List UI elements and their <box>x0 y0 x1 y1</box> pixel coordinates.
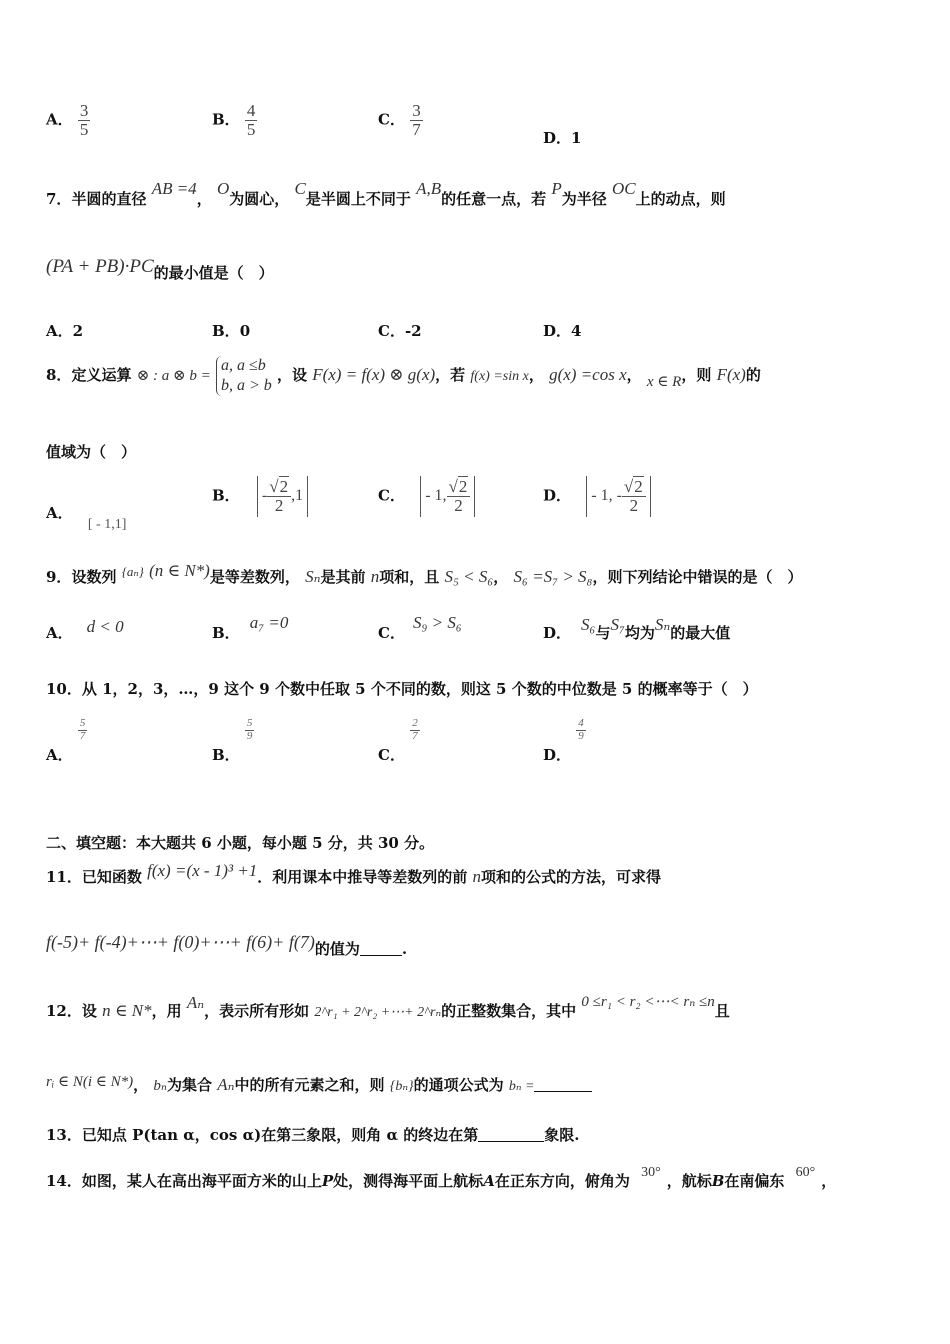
q13-stem: 13．已知点 P(tan α，cos α)在第三象限，则角 α 的终边在第 象限. <box>46 1126 580 1144</box>
q8-option-c[interactable]: C． - 1, $\frac{√2}{2}$ <box>378 476 475 517</box>
q6-option-b-fraction: $\frac{4}{5}$ <box>246 101 256 139</box>
q8-option-b-interval: - $\frac{√2}{2}$ ,1 <box>257 476 308 517</box>
q9-option-c[interactable]: C．S₉ > S₆ <box>378 613 462 642</box>
q8-option-d[interactable]: D． - 1, - $\frac{√2}{2}$ <box>543 476 651 517</box>
q7-option-a[interactable]: A．2 <box>46 322 84 340</box>
q10-option-d[interactable]: D． $\frac{4}{9}$ <box>543 717 584 765</box>
q8-stem-line1: 8．定义运算 ⊗ : a ⊗ b = a, a ≤b b, a > b ，设 F(x) = f(x) ⊗ g(x)，若 f(x) =sin x， g(x) =cos x， x ∈ R，则 F(x)的 <box>46 357 761 394</box>
q7-stem-line1: 7．半圆的直径 AB =4， O为圆心， C是半圆上不同于 A,B的任意一点，若 P为半径 OC上的动点，则 <box>46 179 726 208</box>
q8-option-d-interval: - 1, - $\frac{√2}{2}$ <box>586 476 651 517</box>
q8-stem-line2: 值域为（ ） <box>46 443 137 461</box>
q6-option-a[interactable]: A． $\frac{3}{5}$ <box>46 101 89 139</box>
q12-stem-line2: rᵢ ∈ N(i ∈ N*)， bₙ为集合 Aₙ中的所有元素之和，则 {bₙ}的通项公式为 bₙ = <box>46 1074 920 1095</box>
q9-stem: 9．设数列 {aₙ} (n ∈ N*)是等差数列， Sₙ是其前 n项和，且 S₅ < S₆， S₆ =S₇ > S₈，则下列结论中错误的是（ ） <box>46 561 803 586</box>
q8-option-a[interactable]: A． [ - 1,1] <box>46 504 127 532</box>
q11-stem-line1: 11．已知函数 f(x) =(x - 1)³ +1．利用课本中推导等差数列的前 n项和的公式的方法，可求得 <box>46 861 662 886</box>
q9-option-d[interactable]: D． S₆与S₇均为Sₙ的最大值 <box>543 615 731 642</box>
q12-stem-line1: 12．设 n ∈ N*，用 Aₙ，表示所有形如 2^r₁ + 2^r₂ +⋯+ 2^rₙ的正整数集合，其中 0 ≤r₁ < r₂ <⋯< rₙ ≤n且 <box>46 993 730 1020</box>
q6-option-a-fraction: $\frac{3}{5}$ <box>79 101 89 139</box>
section-heading-fill-in: 二、填空题：本大题共 6 小题，每小题 5 分，共 30 分。 <box>46 834 435 852</box>
q6-option-b[interactable]: B． $\frac{4}{5}$ <box>212 101 256 139</box>
q10-option-a[interactable]: A． $\frac{5}{7}$ <box>46 717 86 765</box>
q6-option-c[interactable]: C． $\frac{3}{7}$ <box>378 101 421 139</box>
q10-option-c[interactable]: C． $\frac{2}{7}$ <box>378 717 418 765</box>
q11-stem-line2: f(-5)+ f(-4)+⋯+ f(0)+⋯+ f(6)+ f(7)的值为 . <box>46 932 408 958</box>
q6-option-c-fraction: $\frac{3}{7}$ <box>412 101 421 139</box>
q8-option-b[interactable]: B． - $\frac{√2}{2}$ ,1 <box>212 476 308 517</box>
q7-stem-line2: (PA + PB)·PC的最小值是（ ） <box>46 256 274 282</box>
q6-option-d[interactable]: D．1 <box>543 129 582 147</box>
q7-option-d[interactable]: D．4 <box>543 322 582 340</box>
q9-option-a[interactable]: A． d < 0 <box>46 617 124 642</box>
q9-option-b[interactable]: B．a₇ =0 <box>212 613 289 642</box>
q10-stem: 10．从 1，2，3，…，9 这个 9 个数中任取 5 个不同的数，则这 5 个数的中位数是 5 的概率等于（ ） <box>46 680 758 698</box>
q8-option-c-interval: - 1, $\frac{√2}{2}$ <box>420 476 475 517</box>
q7-option-c[interactable]: C．-2 <box>378 322 422 340</box>
q7-option-b[interactable]: B．0 <box>212 322 251 340</box>
q14-stem: 14．如图，某人在高出海平面方米的山上P处，测得海平面上航标A在正东方向，俯角为 30° ，航标B在南偏东 60° ， <box>46 1165 837 1190</box>
q12-answer-blank[interactable] <box>534 1077 592 1092</box>
q11-answer-blank[interactable] <box>360 941 402 956</box>
q13-answer-blank[interactable] <box>478 1127 544 1142</box>
q8-piecewise-brace: a, a ≤b b, a > b <box>216 356 272 396</box>
q10-option-b[interactable]: B． $\frac{5}{9}$ <box>212 717 253 765</box>
